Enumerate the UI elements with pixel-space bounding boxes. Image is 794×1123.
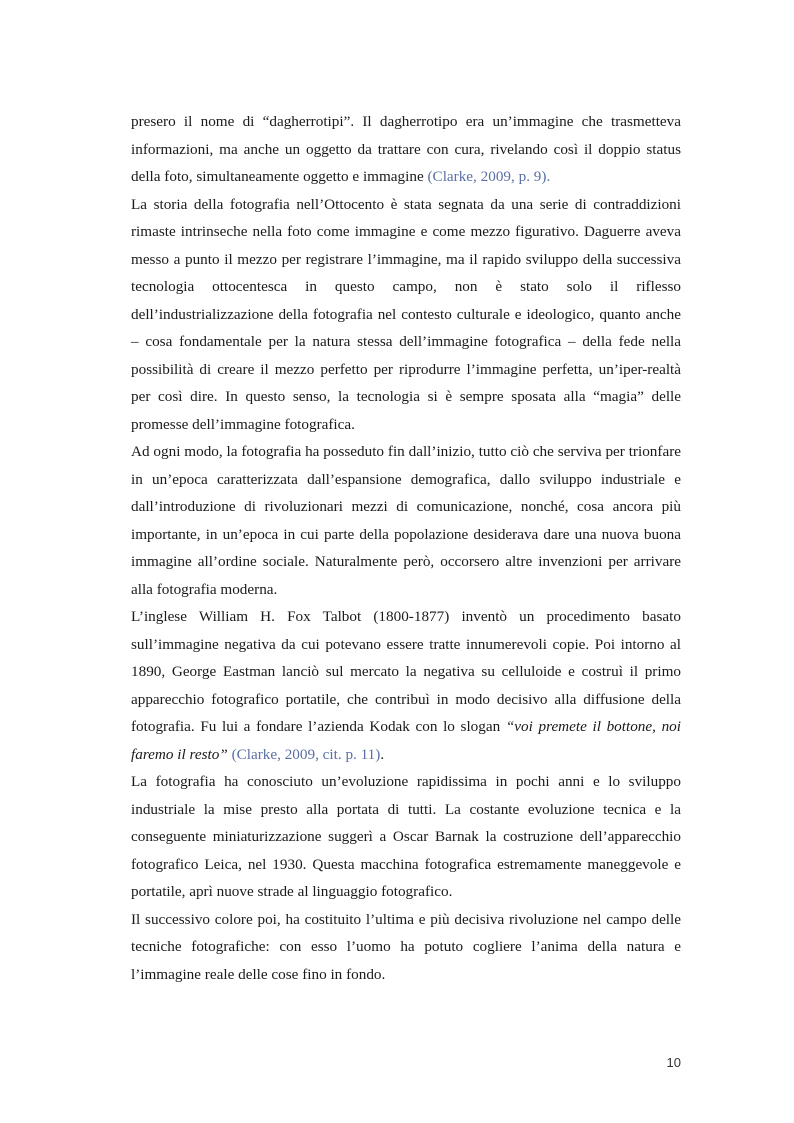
paragraph-social-context: Ad ogni modo, la fotografia ha posseduto fin dall’inizio, tutto ciò che serviva per trionfare in un’epoca caratterizzata dall’espansione demografica, dallo sviluppo industriale e dall’introduzione di rivoluzionari mezzi di comunicazione, nonché, cosa ancora più importante, in un’epoca in cui parte della popolazione desiderava dare una nuova buona immagine all’ordine sociale. Naturalmente però, occorsero altre invenzioni per arrivare alla fotografia moderna.	[131, 443, 681, 598]
paragraph-text: .	[380, 745, 385, 763]
paragraph-talbot-eastman	[131, 603, 681, 768]
paragraph-daguerreotype	[131, 108, 681, 191]
citation-link[interactable]: (Clarke, 2009, p. 9).	[427, 168, 551, 185]
page-number: 10	[666, 1055, 681, 1070]
kodak-slogan-quote: “voi premete il bottone, noi faremo il resto”	[131, 718, 681, 763]
document-body	[131, 108, 681, 988]
paragraph-nineteenth-century: La storia della fotografia nell’Ottocento è stata segnata da una serie di contraddizioni rimaste intrinseche nella foto come immagine e come mezzo figurativo. Daguerre aveva messo a punto il mezzo per registrare l’immagine, ma il rapido sviluppo della successiva tecnologia ottocentesca in questo campo, non è stato solo il riflesso dell’industrializzazione della fotografia nel contesto culturale e ideologico, quanto anche – cosa fondamentale per la natura stessa dell’immagine fotografica – della fede nella possibilità di creare il mezzo perfetto per riprodurre l’immagine perfetta, un’iper-realtà per così dire. In questo senso, la tecnologia si è sempre sposata alla “magia” delle promesse dell’immagine fotografica.	[131, 195, 681, 433]
citation-link[interactable]: (Clarke, 2009, cit. p. 11)	[227, 745, 381, 763]
paragraph-text: L’inglese William H. Fox Talbot (1800-1877) inventò un procedimento basato sull’immagine negativa da cui potevano essere tratte innumerevoli copie. Poi intorno al 1890, George Eastman lanciò sul mercato la negativa su celluloide e costruì il primo apparecchio fotografico portatile, che contribuì in modo decisivo alla diffusione della fotografia. Fu lui a fondare l’azienda Kodak con lo slogan	[131, 608, 681, 735]
paragraph-text: presero il nome di “dagherrotipi”. Il dagherrotipo era un’immagine che trasmetteva informazioni, ma anche un oggetto da trattare con cura, rivelando così il doppio status della foto, simultaneamente oggetto e immagine	[131, 113, 681, 185]
paragraph-color: Il successivo colore poi, ha costituito l’ultima e più decisiva rivoluzione nel campo delle tecniche fotografiche: con esso l’uomo ha potuto cogliere l’anima della natura e l’immagine reale delle cose fino in fondo.	[131, 910, 681, 983]
paragraph-leica: La fotografia ha conosciuto un’evoluzione rapidissima in pochi anni e lo sviluppo industriale la mise presto alla portata di tutti. La costante evoluzione tecnica e la conseguente miniaturizzazione suggerì a Oscar Barnak la costruzione dell’apparecchio fotografico Leica, nel 1930. Questa macchina fotografica estremamente maneggevole e portatile, aprì nuove strade al linguaggio fotografico.	[131, 773, 681, 900]
